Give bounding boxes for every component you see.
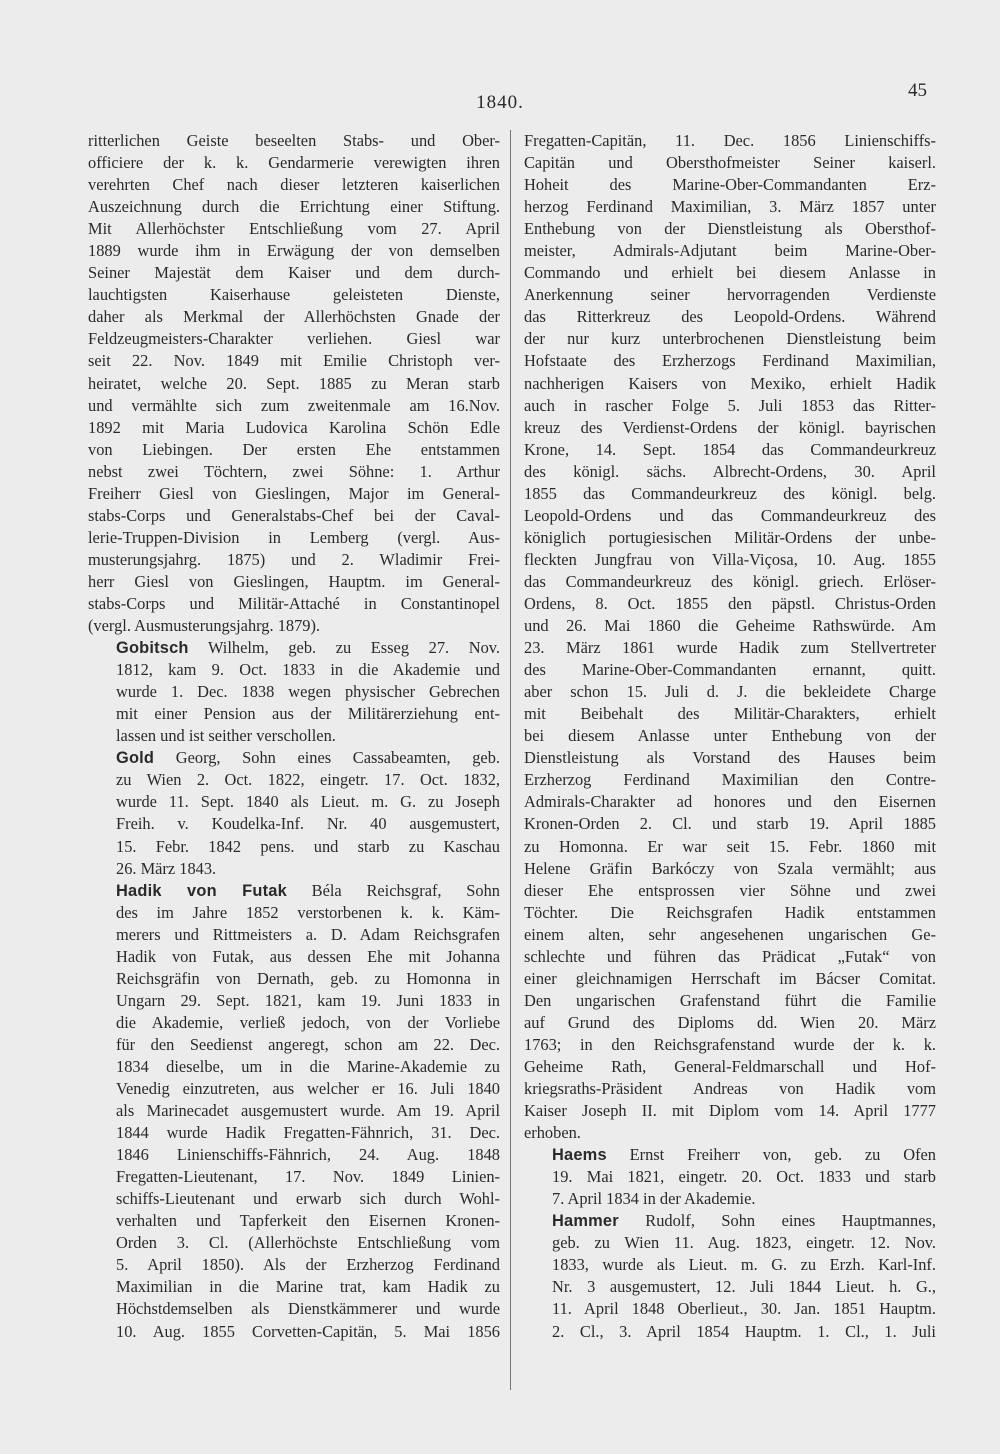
line-text: Georg, Sohn eines Cassabeamten, geb. — [154, 748, 500, 768]
text-line — [524, 637, 936, 659]
line-text: Hoheit des Marine-Ober-Commandanten Erz- — [524, 175, 936, 195]
text-line — [524, 1188, 936, 1210]
text-line — [524, 681, 936, 703]
line-text: 1834 dieselbe, um in die Marine-Akademie zu — [116, 1056, 500, 1076]
line-text: Maximilian in die Marine trat, kam Hadik zu — [116, 1277, 500, 1297]
text-line — [524, 1276, 936, 1298]
text-line — [524, 593, 936, 615]
text-line — [88, 350, 500, 372]
line-text: Enthebung von der Dienstleistung als Obersthof- — [524, 219, 936, 239]
entry-name: Haems — [552, 1146, 607, 1165]
text-line — [88, 968, 500, 990]
line-text: 7. April 1834 in der Akademie. — [552, 1189, 756, 1209]
text-line — [88, 615, 500, 637]
running-header-year: 1840. — [476, 92, 524, 113]
line-text: einem alten, sehr angesehenen ungarischen Ge- — [524, 924, 936, 944]
line-text: lauchtigsten Kaiserhause geleisteten Dienste, — [88, 285, 500, 305]
line-text: Hadik von Futak, aus dessen Ehe mit Johanna — [116, 946, 500, 966]
biography-entry — [88, 637, 500, 747]
text-line — [524, 240, 936, 262]
page-number: 45 — [908, 80, 927, 101]
line-text: heiratet, welche 20. Sept. 1885 zu Meran starb — [88, 373, 500, 393]
line-text: 26. März 1843. — [116, 858, 217, 878]
line-text: Dienstleistung als Vorstand des Hauses beim — [524, 748, 936, 768]
line-text: Freiherr Giesl von Gieslingen, Major im General- — [88, 483, 500, 503]
text-line — [88, 549, 500, 571]
text-line — [524, 703, 936, 725]
text-line — [88, 461, 500, 483]
text-line — [88, 637, 500, 659]
text-line — [524, 946, 936, 968]
line-text: nebst zwei Töchtern, zwei Söhne: 1. Arthur — [88, 461, 500, 481]
paragraph-continuation — [88, 130, 500, 637]
text-line — [88, 924, 500, 946]
text-line — [524, 439, 936, 461]
text-line — [524, 527, 936, 549]
text-line — [524, 1100, 936, 1122]
line-text: daher als Merkmal der Allerhöchsten Gnade der — [88, 307, 500, 327]
line-text: verehrten Chef nach dieser letzteren kaiserlichen — [88, 175, 500, 195]
text-line — [88, 1298, 500, 1320]
text-line — [524, 1056, 936, 1078]
text-line — [88, 1078, 500, 1100]
line-text: stabs-Corps und Militär-Attaché in Constantinopel — [88, 593, 500, 613]
line-text: des königl. sächs. Albrecht-Ordens, 30. April — [524, 461, 936, 481]
line-text: mit einer Pension aus der Militärerziehung ent- — [116, 704, 500, 724]
line-text: wurde 1. Dec. 1838 wegen physischer Gebrechen — [116, 682, 500, 702]
text-line — [88, 902, 500, 924]
line-text: schlechte und führen das Prädicat „Futak“ von — [524, 946, 936, 966]
line-text: bei diesem Anlasse unter Enthebung von der — [524, 726, 936, 746]
line-text: einer gleichnamigen Herrschaft im Bácser Comitat. — [524, 968, 936, 988]
text-line — [524, 968, 936, 990]
text-line — [524, 196, 936, 218]
text-line — [524, 880, 936, 902]
text-line — [88, 527, 500, 549]
line-text: als Marinecadet ausgemustert wurde. Am 19. April — [116, 1101, 500, 1121]
text-line — [524, 615, 936, 637]
text-line — [524, 373, 936, 395]
text-line — [524, 284, 936, 306]
line-text: Höchstdemselben als Dienstkämmerer und wurde — [116, 1299, 500, 1319]
line-text: und 26. Mai 1860 die Geheime Rathswürde. Am — [524, 616, 936, 636]
line-text: königlich portugiesischen Militär-Ordens der unbe- — [524, 527, 936, 547]
text-line — [88, 659, 500, 681]
right-text-column — [524, 130, 936, 1343]
text-line — [88, 990, 500, 1012]
text-line — [524, 218, 936, 240]
line-text: 19. Mai 1821, eingetr. 20. Oct. 1833 und starb — [552, 1167, 936, 1187]
line-text: 10. Aug. 1855 Corvetten-Capitän, 5. Mai 1856 — [116, 1321, 500, 1341]
line-text: lerie-Truppen-Division in Lemberg (vergl. Aus- — [88, 527, 500, 547]
line-text: mit Beibehalt des Militär-Charakters, erhielt — [524, 704, 936, 724]
text-line — [88, 240, 500, 262]
text-line — [524, 747, 936, 769]
line-text: 1846 Linienschiffs-Fähnrich, 24. Aug. 1848 — [116, 1145, 500, 1165]
line-text: 1833, wurde als Lieut. m. G. zu Erzh. Karl-Inf. — [552, 1255, 936, 1275]
text-line — [524, 483, 936, 505]
text-line — [88, 946, 500, 968]
line-text: Seiner Majestät dem Kaiser und dem durch- — [88, 263, 500, 283]
text-line — [524, 858, 936, 880]
biography-entry — [88, 747, 500, 879]
text-line — [88, 1276, 500, 1298]
text-line — [524, 1144, 936, 1166]
line-text: Anerkennung seiner hervorragenden Verdienste — [524, 285, 936, 305]
line-text: Helene Gräfin Barkóczy von Szala vermählt; aus — [524, 858, 936, 878]
text-line — [88, 152, 500, 174]
text-line — [524, 306, 936, 328]
line-text: zu Homonna. Er war seit 15. Febr. 1860 mit — [524, 836, 936, 856]
biography-entry — [524, 1144, 936, 1210]
text-line — [88, 813, 500, 835]
entry-name: Gold — [116, 749, 155, 768]
line-text: Mit Allerhöchster Entschließung vom 27. April — [88, 219, 500, 239]
text-line — [88, 1122, 500, 1144]
line-text: schiffs-Lieutenant und erwarb sich durch Wohl- — [116, 1189, 500, 1209]
line-text: verhalten und Tapferkeit den Eisernen Kronen- — [116, 1211, 500, 1231]
line-text: 5. April 1850). Als der Erzherzog Ferdinand — [116, 1255, 500, 1275]
line-text: Kaiser Joseph II. mit Diplom vom 14. April 1777 — [524, 1101, 936, 1121]
line-text: kreuz des Verdienst-Ordens der königl. bayrischen — [524, 417, 936, 437]
line-text: stabs-Corps und Generalstabs-Chef bei der Caval- — [88, 505, 500, 525]
line-text: 23. März 1861 wurde Hadik zum Stellvertreter — [524, 638, 936, 658]
text-line — [88, 1210, 500, 1232]
line-text: erhoben. — [524, 1123, 581, 1143]
paragraph-continuation — [524, 130, 936, 1144]
text-line — [88, 769, 500, 791]
line-text: Erzherzog Ferdinand Maximilian den Contre- — [524, 770, 936, 790]
text-line — [88, 1254, 500, 1276]
line-text: dieser Ehe entsprossen vier Söhne und zwei — [524, 880, 936, 900]
text-line — [524, 1166, 936, 1188]
text-line — [88, 395, 500, 417]
line-text: Töchter. Die Reichsgrafen Hadik entstammen — [524, 902, 936, 922]
text-line — [88, 306, 500, 328]
text-line — [524, 1210, 936, 1232]
line-text: merers und Rittmeisters a. D. Adam Reichsgrafen — [116, 924, 500, 944]
text-line — [524, 791, 936, 813]
line-text: 1844 wurde Hadik Fregatten-Fähnrich, 31. Dec. — [116, 1123, 500, 1143]
line-text: 1812, kam 9. Oct. 1833 in die Akademie und — [116, 660, 500, 680]
text-line — [524, 1321, 936, 1343]
biography-entry — [524, 1210, 936, 1342]
text-line — [88, 505, 500, 527]
text-line — [524, 924, 936, 946]
text-line — [524, 461, 936, 483]
line-text: Ungarn 29. Sept. 1821, kam 19. Juni 1833 in — [116, 990, 500, 1010]
text-line — [88, 262, 500, 284]
biography-entry — [88, 880, 500, 1343]
line-text: geb. zu Wien 11. Aug. 1823, eingetr. 12. Nov. — [552, 1233, 936, 1253]
line-text: 11. April 1848 Oberlieut., 30. Jan. 1851 Hauptm. — [552, 1299, 936, 1319]
text-line — [88, 1056, 500, 1078]
line-text: Commando und erhielt bei diesem Anlasse in — [524, 263, 936, 283]
text-line — [88, 880, 500, 902]
line-text: Rudolf, Sohn eines Hauptmannes, — [618, 1211, 936, 1231]
text-line — [524, 549, 936, 571]
line-text: nachherigen Kaisers von Mexiko, erhielt Hadik — [524, 373, 936, 393]
line-text: aber schon 15. Juli d. J. die bekleidete Charge — [524, 682, 936, 702]
line-text: Reichsgräfin von Dernath, geb. zu Homonna in — [116, 968, 500, 988]
entry-name: Hadik von Futak — [116, 881, 287, 900]
line-text: wurde 11. Sept. 1840 als Lieut. m. G. zu Joseph — [116, 792, 500, 812]
text-line — [88, 328, 500, 350]
line-text: und vermählte sich zum zweitenmale am 16.Nov. — [88, 395, 500, 415]
column-divider — [510, 130, 511, 1390]
line-text: Feldzeugmeisters-Charakter verliehen. Giesl war — [88, 329, 500, 349]
line-text: Fregatten-Capitän, 11. Dec. 1856 Linienschiffs- — [524, 131, 936, 150]
text-line — [524, 350, 936, 372]
line-text: Venedig einzutreten, aus welcher er 16. Juli 1840 — [116, 1079, 500, 1099]
line-text: das Ritterkreuz des Leopold-Ordens. Während — [524, 307, 936, 327]
text-line — [524, 1254, 936, 1276]
line-text: kriegsraths-Präsident Andreas von Hadik vom — [524, 1079, 936, 1099]
text-line — [88, 1166, 500, 1188]
line-text: zu Wien 2. Oct. 1822, eingetr. 17. Oct. 1832, — [116, 770, 500, 790]
left-text-column — [88, 130, 500, 1343]
text-line — [524, 725, 936, 747]
line-text: für den Seedienst angeregt, schon am 22. Dec. — [116, 1034, 500, 1054]
line-text: Geheime Rath, General-Feldmarschall und Hof- — [524, 1056, 936, 1076]
text-line — [524, 328, 936, 350]
line-text: Den ungarischen Grafenstand führt die Familie — [524, 990, 936, 1010]
entry-name: Hammer — [552, 1212, 619, 1231]
line-text: Orden 3. Cl. (Allerhöchste Entschließung vom — [116, 1233, 500, 1253]
text-line — [88, 218, 500, 240]
text-line — [88, 417, 500, 439]
line-text: Admirals-Charakter ad honores und den Eisernen — [524, 792, 936, 812]
line-text: das Commandeurkreuz des königl. griech. Erlöser- — [524, 571, 936, 591]
text-line — [88, 1232, 500, 1254]
line-text: auf Grund des Diploms dd. Wien 20. März — [524, 1012, 936, 1032]
line-text: herzog Ferdinand Maximilian, 3. März 1857 unter — [524, 197, 936, 217]
text-line — [88, 681, 500, 703]
text-line — [524, 902, 936, 924]
line-text: Freih. v. Koudelka-Inf. Nr. 40 ausgemustert, — [116, 814, 500, 834]
line-text: Hofstaate des Erzherzogs Ferdinand Maximilian, — [524, 351, 936, 371]
line-text: des Marine-Ober-Commandanten ernannt, quitt. — [524, 660, 936, 680]
line-text: 15. Febr. 1842 pens. und starb zu Kaschau — [116, 836, 500, 856]
line-text: ritterlichen Geiste beseelten Stabs- und Ober- — [88, 131, 500, 150]
line-text: 1892 mit Maria Ludovica Karolina Schön Edle — [88, 417, 500, 437]
text-line — [88, 836, 500, 858]
line-text: Capitän und Obersthofmeister Seiner kaiserl. — [524, 153, 936, 173]
line-text: meister, Admirals-Adjutant beim Marine-Ober- — [524, 241, 936, 261]
text-line — [88, 130, 500, 152]
line-text: herr Giesl von Gieslingen, Hauptm. im General- — [88, 571, 500, 591]
line-text: 1763; in den Reichsgrafenstand wurde der k. k. — [524, 1034, 936, 1054]
text-line — [524, 813, 936, 835]
text-line — [524, 659, 936, 681]
text-line — [524, 1232, 936, 1254]
line-text: 1889 wurde ihm in Erwägung der von demselben — [88, 241, 500, 261]
line-text: Kronen-Orden 2. Cl. und starb 19. April 1885 — [524, 814, 936, 834]
line-text: Ordens, 8. Oct. 1855 den päpstl. Christus-Orden — [524, 593, 936, 613]
line-text: Krone, 14. Sept. 1854 das Commandeurkreuz — [524, 439, 936, 459]
line-text: des im Jahre 1852 verstorbenen k. k. Käm- — [116, 902, 500, 922]
text-line — [88, 703, 500, 725]
text-line — [524, 836, 936, 858]
text-line — [88, 593, 500, 615]
line-text: auch in rascher Folge 5. Juli 1853 das Ritter- — [524, 395, 936, 415]
line-text: officiere der k. k. Gendarmerie verewigten ihren — [88, 153, 500, 173]
text-line — [524, 990, 936, 1012]
text-line — [524, 262, 936, 284]
text-line — [524, 571, 936, 593]
line-text: (vergl. Ausmusterungsjahrg. 1879). — [88, 616, 321, 636]
text-line — [88, 196, 500, 218]
line-text: Fregatten-Lieutenant, 17. Nov. 1849 Linien- — [116, 1167, 500, 1187]
text-line — [524, 417, 936, 439]
text-line — [88, 373, 500, 395]
line-text: Ernst Freiherr von, geb. zu Ofen — [606, 1145, 936, 1165]
line-text: Nr. 3 ausgemustert, 12. Juli 1844 Lieut. h. G., — [552, 1277, 936, 1297]
text-line — [88, 1144, 500, 1166]
line-text: lassen und ist seither verschollen. — [116, 726, 336, 746]
line-text: von Liebingen. Der ersten Ehe entstammen — [88, 439, 500, 459]
text-line — [524, 1078, 936, 1100]
text-line — [524, 395, 936, 417]
text-line — [88, 1012, 500, 1034]
text-line — [524, 152, 936, 174]
text-line — [524, 130, 936, 152]
line-text: seit 22. Nov. 1849 mit Emilie Christoph ver- — [88, 351, 500, 371]
text-line — [524, 1122, 936, 1144]
text-line — [88, 858, 500, 880]
line-text: Auszeichnung durch die Errichtung einer Stiftung. — [88, 197, 500, 217]
line-text: 2. Cl., 3. April 1854 Hauptm. 1. Cl., 1. Juli — [552, 1321, 936, 1341]
line-text: musterungsjahrg. 1875) und 2. Wladimir Frei- — [88, 549, 500, 569]
text-line — [524, 1298, 936, 1320]
text-line — [524, 174, 936, 196]
text-line — [88, 791, 500, 813]
text-line — [88, 439, 500, 461]
text-line — [524, 769, 936, 791]
text-line — [88, 571, 500, 593]
text-line — [88, 174, 500, 196]
line-text: Béla Reichsgraf, Sohn — [286, 880, 500, 900]
text-line — [524, 505, 936, 527]
text-line — [88, 725, 500, 747]
text-line — [88, 747, 500, 769]
text-line — [88, 483, 500, 505]
line-text: der nur kurz unterbrochenen Dienstleistung beim — [524, 329, 936, 349]
line-text: fleckten Jungfrau von Villa-Viçosa, 10. Aug. 1855 — [524, 549, 936, 569]
text-line — [88, 284, 500, 306]
text-line — [88, 1188, 500, 1210]
text-line — [524, 1012, 936, 1034]
line-text: 1855 das Commandeurkreuz des königl. belg. — [524, 483, 936, 503]
text-line — [88, 1321, 500, 1343]
entry-name: Gobitsch — [116, 639, 189, 658]
line-text: die Akademie, verließ jedoch, von der Vorliebe — [116, 1012, 500, 1032]
line-text: Wilhelm, geb. zu Esseg 27. Nov. — [188, 638, 500, 658]
text-line — [88, 1100, 500, 1122]
line-text: Leopold-Ordens und das Commandeurkreuz des — [524, 505, 936, 525]
text-line — [524, 1034, 936, 1056]
text-line — [88, 1034, 500, 1056]
